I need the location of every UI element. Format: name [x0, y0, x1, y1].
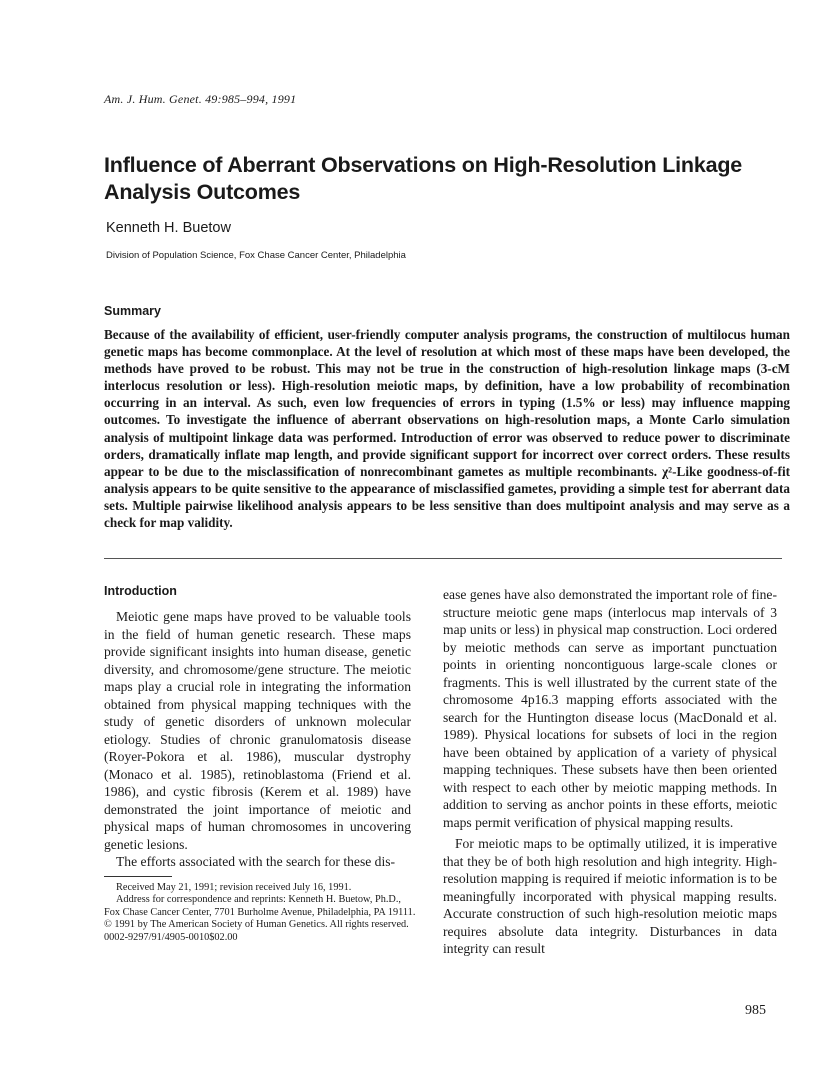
article-title: Influence of Aberrant Observations on High-Resolution Linkage Analysis Outcomes: [104, 153, 743, 204]
footnote-issn: 0002-9297/91/4905-0010$02.00: [104, 931, 238, 943]
footnote-address: Address for correspondence and reprints: Kenneth H. Buetow, Ph.D., Fox Chase Cancer Center, 7701 Burholme Avenue, Philadelphia, PA 19111.: [104, 894, 416, 918]
footnotes: [104, 882, 416, 944]
section-divider: [104, 558, 782, 559]
journal-reference: Am. J. Hum. Genet. 49:985–994, 1991: [104, 92, 297, 106]
intro-paragraph-2-continued: ease genes have also demonstrated the important role of fine-structure meiotic gene maps (interlocus map intervals of 3 map units or less) in physical map construction. Loci ordered by meiotic methods can serve as important punctuation points in orienting noncontiguous large-scale clones or fragments. This is well illustrated by the current state of the chromosome 4p16.3 mapping efforts associated with the search for the Huntington disease locus (MacDonald et al. 1989). Physical locations for subsets of loci in the region have been obtained by application of a variety of physical mapping techniques. These subsets have then been oriented with respect to each other by meiotic mapping methods. In addition to serving as anchor points in these efforts, meiotic maps permit verification of physical mapping results.: [443, 587, 777, 830]
summary-heading: Summary: [104, 304, 161, 318]
summary-text: Because of the availability of efficient, user-friendly computer analysis programs, the construction of multilocus human genetic maps has become commonplace. At the level of resolution at which most of these maps have been developed, the methods have proved to be robust. This may not be true in the construction of high-resolution linkage maps (3-cM interlocus resolution or less). High-resolution meiotic maps, by definition, have a low probability of recombination occurring in an interval. As such, even low frequencies of errors in typing (1.5% or less) may influence mapping outcomes. To investigate the influence of aberrant observations on high-resolution maps, a Monte Carlo simulation analysis of multipoint linkage data was performed. Introduction of error was observed to reduce power to discriminate orders, dramatically inflate map length, and provide significant support for incorrect over correct orders. These results appear to be due to the misclassification of nonrecombinant gametes as multiple recombinants. χ²-Like goodness-of-fit analysis appears to be quite sensitive to the appearance of misclassified gametes, providing a simple test for aberrant data sets. Multiple pairwise likelihood analysis appears to be less sensitive than does multipoint analysis and may serve as a check for map validity.: [104, 327, 790, 531]
footnote-divider: [104, 876, 172, 877]
author-affiliation: Division of Population Science, Fox Chase Cancer Center, Philadelphia: [106, 250, 406, 261]
footnote-copyright: © 1991 by The American Society of Human Genetics. All rights reserved.: [104, 919, 409, 931]
introduction-heading: Introduction: [104, 584, 177, 598]
intro-paragraph-1: Meiotic gene maps have proved to be valuable tools in the field of human genetic research. These maps provide significant insights into human disease, genetic diversity, and chromosome/gene structure. The meiotic maps play a crucial role in integrating the information obtained from physical mapping techniques with the study of genetic disorders of unknown molecular etiology. Studies of chronic granulomatosis disease (Royer-Pokora et al. 1986), muscular dystrophy (Monaco et al. 1985), retinoblastoma (Friend et al. 1986), and cystic fibrosis (Kerem et al. 1989) have demonstrated the joint importance of meiotic and physical maps of human chromosomes in uncovering genetic lesions.: [104, 609, 411, 852]
footnote-received: Received May 21, 1991; revision received July 16, 1991.: [116, 882, 352, 893]
right-column: [443, 586, 777, 958]
left-column: [104, 608, 411, 871]
author-name: Kenneth H. Buetow: [106, 220, 231, 236]
page-number: 985: [745, 1003, 766, 1018]
intro-paragraph-3: For meiotic maps to be optimally utilized, it is imperative that they be of both high resolution and high integrity. High-resolution mapping is required if meiotic information is to be meaningfully incorporated with physical mapping results. Accurate construction of such high-resolution meiotic maps requires absolute data integrity. Disturbances in data integrity can result: [443, 836, 777, 956]
intro-paragraph-2-start: The efforts associated with the search for these dis-: [116, 854, 396, 869]
